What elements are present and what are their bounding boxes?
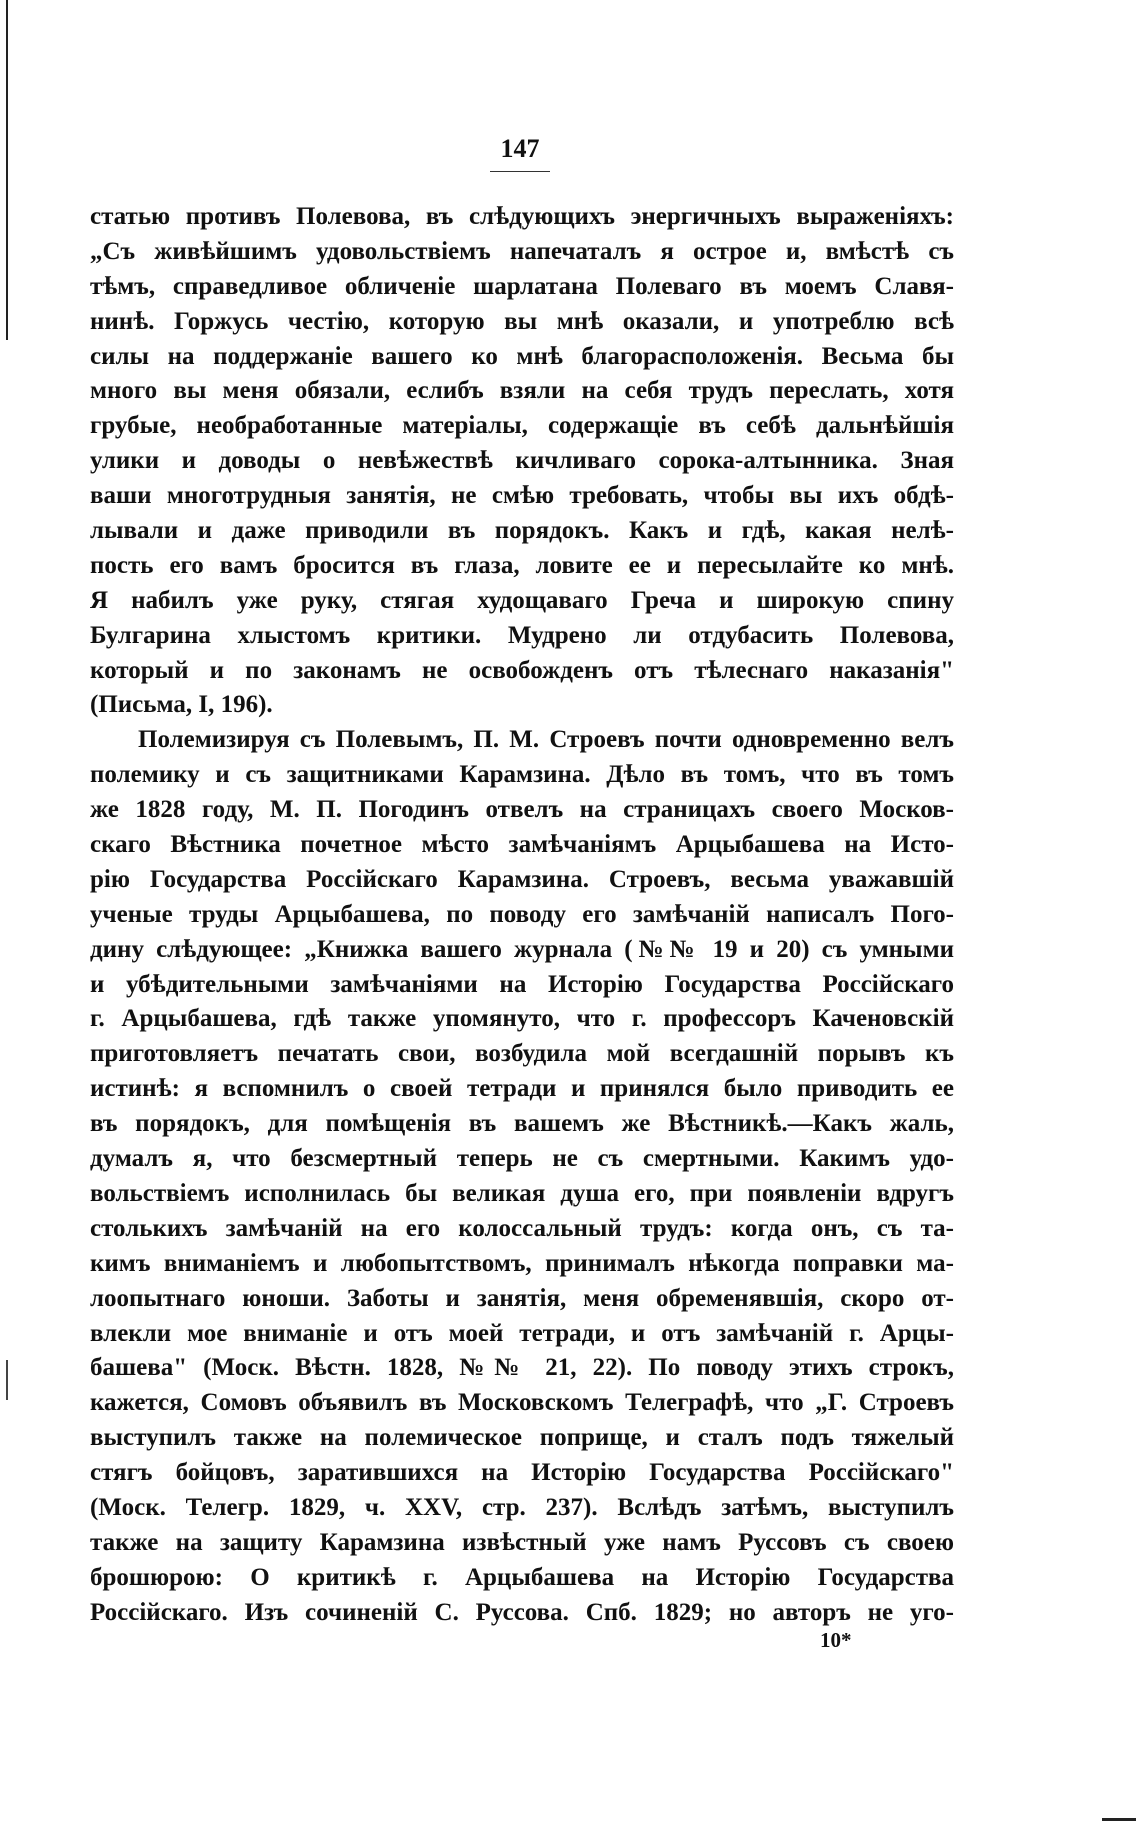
text-line: пость его вамъ бросится въ глаза, ловите ее и пересылайте ко мнѣ. (90, 551, 954, 579)
text-line: г. Арцыбашева, гдѣ также упомянуто, что г. профессоръ Каченовскій (90, 1005, 954, 1033)
text-line: грубые, необработанные матеріалы, содержащіе въ себѣ дальнѣйшія (90, 412, 954, 440)
text-line: Россійскаго. Изъ сочиненій С. Руссова. Спб. 1829; но авторъ не уго- (90, 1598, 954, 1626)
text-line: выступилъ также на полемическое поприще, и сталъ подъ тяжелый (90, 1424, 954, 1452)
text-line: стягъ бойцовъ, заратившихся на Исторію Государства Россійскаго" (90, 1459, 954, 1487)
text-line: истинѣ: я вспомнилъ о своей тетради и принялся было приводить ее (90, 1075, 954, 1103)
text-line: статью противъ Полевова, въ слѣдующихъ энергичныхъ выраженіяхъ: (90, 203, 954, 230)
text-line: нинѣ. Горжусь честію, которую вы мнѣ оказали, и употреблю всѣ (90, 307, 954, 335)
page-number-rule (490, 171, 550, 172)
text-line: и убѣдительными замѣчаніями на Исторію Государства Россійскаго (90, 970, 954, 998)
text-line: кимъ вниманіемъ и любопытствомъ, принималъ нѣкогда поправки ма- (90, 1249, 954, 1277)
text-line: много вы меня обязали, еслибъ взяли на себя трудъ переслать, хотя (90, 377, 954, 405)
text-line: Полемизируя съ Полевымъ, П. М. Строевъ почти одновременно велъ (138, 726, 954, 754)
text-line: влекли мое вниманіе и отъ моей тетради, и отъ замѣчаній г. Арцы- (90, 1319, 954, 1347)
text-line: столькихъ замѣчаній на его колоссальный трудъ: когда онъ, съ та- (90, 1214, 954, 1242)
text-line: Я набилъ уже руку, стягая худощаваго Греча и широкую спину (90, 586, 954, 614)
scan-corner-mark (1102, 1818, 1136, 1821)
text-line: брошюрою: О критикѣ г. Арцыбашева на Исторію Государства (90, 1563, 954, 1591)
text-line: Булгарина хлыстомъ критики. Мудрено ли отдубасить Полевова, (90, 621, 954, 649)
text-line: который и по законамъ не освобожденъ отъ тѣлеснаго наказанія" (90, 656, 954, 684)
text-line: скаго Вѣстника почетное мѣсто замѣчаніямъ Арцыбашева на Исто- (90, 831, 954, 859)
text-line: „Съ живѣйшимъ удовольствіемъ напечаталъ я острое и, вмѣстѣ съ (90, 237, 954, 265)
text-line: въ порядокъ, для помѣщенія въ вашемъ же Вѣстникѣ.—Какъ жаль, (90, 1110, 954, 1138)
scan-edge-mark (6, 0, 8, 340)
text-line: кажется, Сомовъ объявилъ въ Московскомъ Телеграфѣ, что „Г. Строевъ (90, 1389, 954, 1417)
text-line: приготовляетъ печатать свои, возбудила мой всегдашній порывъ къ (90, 1040, 954, 1068)
text-line: также на защиту Карамзина извѣстный уже намъ Руссовъ съ своею (90, 1528, 954, 1556)
text-line: ваши многотрудныя занятія, не смѣю требовать, чтобы вы ихъ обдѣ- (90, 482, 954, 510)
text-line: думалъ я, что безсмертный теперь не съ смертными. Какимъ удо- (90, 1145, 954, 1173)
text-line: лоопытнаго юноши. Заботы и занятія, меня обременявшія, скоро от- (90, 1284, 954, 1312)
text-line: вольствіемъ исполнилась бы великая душа его, при появленіи вдругъ (90, 1179, 954, 1207)
text-line: полемику и съ защитниками Карамзина. Дѣло въ томъ, что въ томъ (90, 761, 954, 789)
text-line: улики и доводы о невѣжествѣ кичливаго сорока-алтынника. Зная (90, 447, 954, 475)
text-line: ученые труды Арцыбашева, по поводу его замѣчаній написалъ Пого- (90, 900, 954, 928)
text-line: (Моск. Телегр. 1829, ч. XXV, стр. 237). Вслѣдъ затѣмъ, выступилъ (90, 1493, 954, 1521)
text-line: силы на поддержаніе вашего ко мнѣ благорасположенія. Весьма бы (90, 342, 954, 370)
signature-mark: 10* (820, 1628, 852, 1652)
text-line: лывали и даже приводили въ порядокъ. Какъ и гдѣ, какая нелѣ- (90, 517, 954, 545)
text-line: башева" (Моск. Вѣстн. 1828, №№ 21, 22). По поводу этихъ строкъ, (90, 1354, 954, 1382)
text-line: же 1828 году, М. П. Погодинъ отвелъ на страницахъ своего Москов- (90, 796, 954, 824)
page-number: 147 (500, 134, 540, 163)
text-line: дину слѣдующее: „Книжка вашего журнала (№№ 19 и 20) съ умными (90, 935, 954, 963)
scan-edge-mark (6, 1360, 8, 1400)
text-line: (Письма, I, 196). (90, 691, 273, 719)
body-text (90, 200, 954, 1631)
text-line: рію Государства Россійскаго Карамзина. Строевъ, весьма уважавшій (90, 865, 954, 893)
text-line: тѣмъ, справедливое обличеніе шарлатана Полеваго въ моемъ Славя- (90, 272, 954, 300)
